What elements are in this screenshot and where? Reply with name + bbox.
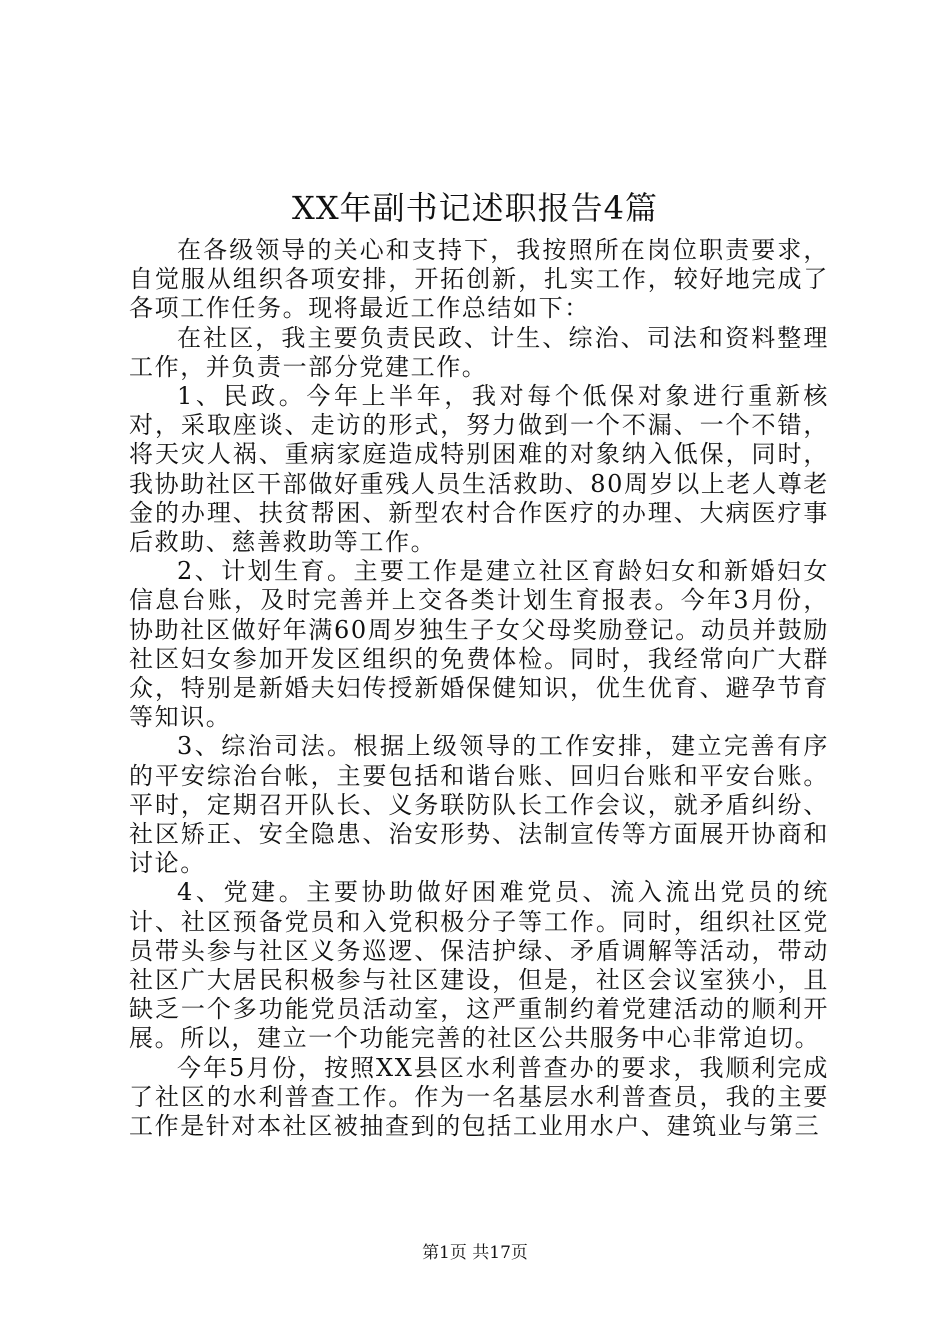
paragraph-public-security: 3、综治司法。根据上级领导的工作安排，建立完善有序的平安综治台帐，主要包括和谐台账、回归台账和平安台账。平时，定期召开队长、义务联防队长工作会议，就矛盾纠纷、社区矫正、安全隐患、治安形势、法制宣传等方面展开协商和讨论。 [129,732,829,878]
paragraph-party-building: 4、党建。主要协助做好困难党员、流入流出党员的统计、社区预备党员和入党积极分子等工作。同时，组织社区党员带头参与社区义务巡逻、保洁护绿、矛盾调解等活动，带动社区广大居民积极参与社区建设，但是，社区会议室狭小，且缺乏一个多功能党员活动室，这严重制约着党建活动的顺利开展。所以，建立一个功能完善的社区公共服务中心非常迫切。 [129,878,829,1053]
paragraph-family-planning: 2、计划生育。主要工作是建立社区育龄妇女和新婚妇女信息台账，及时完善并上交各类计划生育报表。今年3月份，协助社区做好年满60周岁独生子女父母奖励登记。动员并鼓励社区妇女参加开发区组织的免费体检。同时，我经常向广大群众，特别是新婚夫妇传授新婚保健知识，优生优育、避孕节育等知识。 [129,557,829,732]
paragraph-intro: 在各级领导的关心和支持下，我按照所在岗位职责要求，自觉服从组织各项安排，开拓创新，扎实工作，较好地完成了各项工作任务。现将最近工作总结如下： [129,236,829,323]
paragraph-water-census: 今年5月份，按照XX县区水利普查办的要求，我顺利完成了社区的水利普查工作。作为一名基层水利普查员，我的主要工作是针对本社区被抽查到的包括工业用水户、建筑业与第三 [129,1053,829,1141]
document-title: XX年副书记述职报告4篇 [292,189,658,227]
paragraph-civil-affairs: 1、民政。今年上半年，我对每个低保对象进行重新核对，采取座谈、走访的形式，努力做到一个不漏、一个不错，将天灾人祸、重病家庭造成特别困难的对象纳入低保，同时，我协助社区干部做好重残人员生活救助、80周岁以上老人尊老金的办理、扶贫帮困、新型农村合作医疗的办理、大病医疗事后救助、慈善救助等工作。 [129,382,829,557]
paragraph-responsibilities: 在社区，我主要负责民政、计生、综治、司法和资料整理工作，并负责一部分党建工作。 [129,323,829,381]
page-number-footer: 第1页 共17页 [422,1243,528,1263]
document-body [129,236,829,1141]
